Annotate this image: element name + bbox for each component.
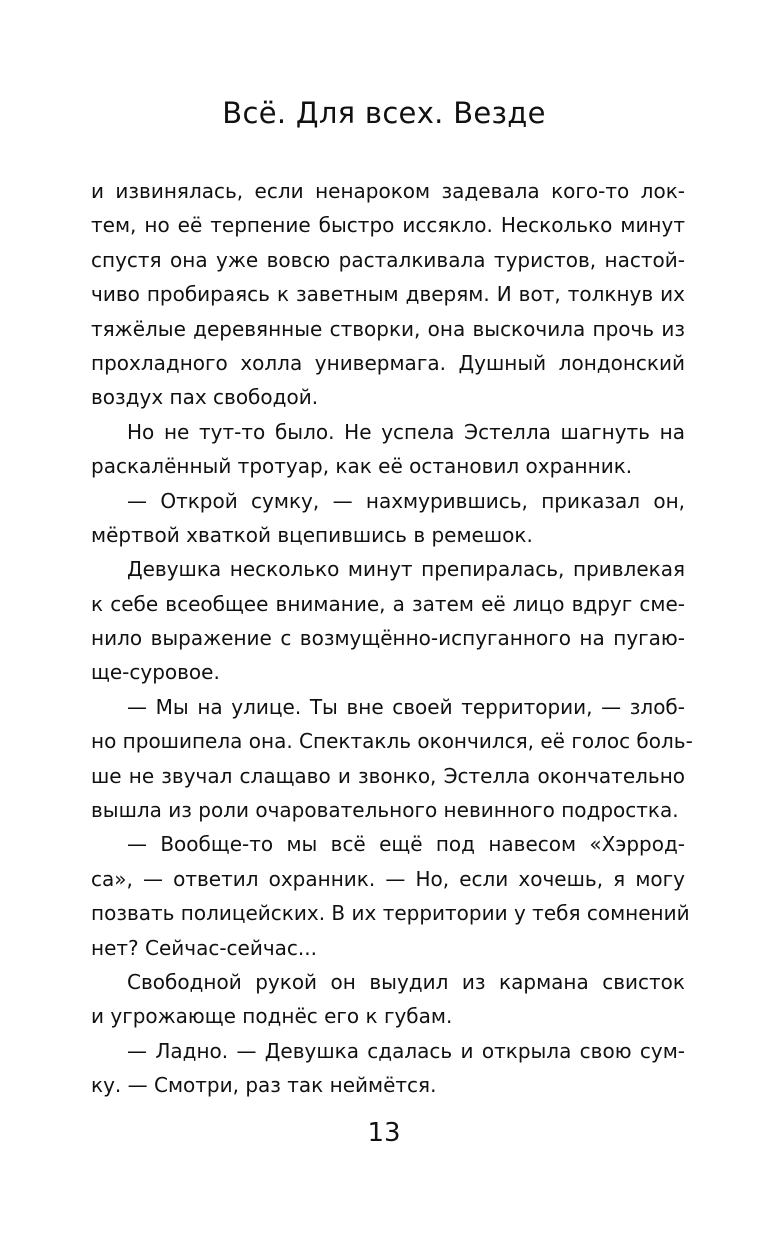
text-line: ку. — Смотри, раз так неймётся. bbox=[91, 1073, 437, 1098]
text-line: нило выражение с возмущённо-испуганного на пугаю- bbox=[91, 626, 685, 651]
text-line: вышла из роли очаровательного невинного подростка. bbox=[91, 798, 679, 823]
text-line: спустя она уже вовсю расталкивала туристов, настой- bbox=[91, 247, 685, 272]
body-text bbox=[91, 174, 693, 1103]
text-line: мёртвой хваткой вцепившись в ремешок. bbox=[91, 522, 533, 547]
paragraph-start-line: Свободной рукой он выудил из кармана свисток bbox=[127, 969, 685, 994]
text-line: тяжёлые деревянные створки, она выскочила прочь из bbox=[91, 316, 685, 341]
running-header: Всё. Для всех. Везде bbox=[222, 96, 546, 130]
paragraph-start-line: Девушка несколько минут препиралась, привлекая bbox=[127, 557, 685, 582]
text-line: к себе всеобщее внимание, а затем её лицо вдруг сме- bbox=[91, 591, 685, 616]
text-line: раскалённый тротуар, как её остановил охранник. bbox=[91, 454, 633, 479]
text-line: позвать полицейских. В их территории у тебя сомнений bbox=[91, 901, 690, 926]
paragraph-start-line: — Мы на улице. Ты вне своей территории, — злоб- bbox=[127, 694, 685, 719]
text-line: ше не звучал слащаво и звонко, Эстелла окончательно bbox=[91, 763, 685, 788]
text-line: тем, но её терпение быстро иссякло. Несколько минут bbox=[91, 213, 685, 238]
paragraph-start-line: — Открой сумку, — нахмурившись, приказал он, bbox=[127, 488, 685, 513]
text-line: и извинялась, если ненароком задевала кого-то лок- bbox=[91, 179, 685, 203]
text-line: чиво пробираясь к заветным дверям. И вот, толкнув их bbox=[91, 282, 685, 307]
text-line: ще-суровое. bbox=[91, 660, 220, 685]
text-line: но прошипела она. Спектакль окончился, её голос боль- bbox=[91, 729, 693, 754]
text-line: нет? Сейчас-сейчас... bbox=[91, 935, 317, 960]
text-line: и угрожающе поднёс его к губам. bbox=[91, 1004, 453, 1029]
paragraph-start-line: — Ладно. — Девушка сдалась и открыла свою сум- bbox=[127, 1038, 685, 1063]
paragraph-start-line: — Вообще-то мы всё ещё под навесом «Хэррод- bbox=[127, 832, 685, 857]
paragraph-start-line: Но не тут-то было. Не успела Эстелла шагнуть на bbox=[127, 419, 685, 444]
text-line: са», — ответил охранник. — Но, если хочешь, я могу bbox=[91, 866, 685, 891]
text-line: воздух пах свободой. bbox=[91, 385, 319, 410]
page-number: 13 bbox=[367, 1118, 401, 1148]
text-line: прохладного холла универмага. Душный лондонский bbox=[91, 350, 685, 375]
